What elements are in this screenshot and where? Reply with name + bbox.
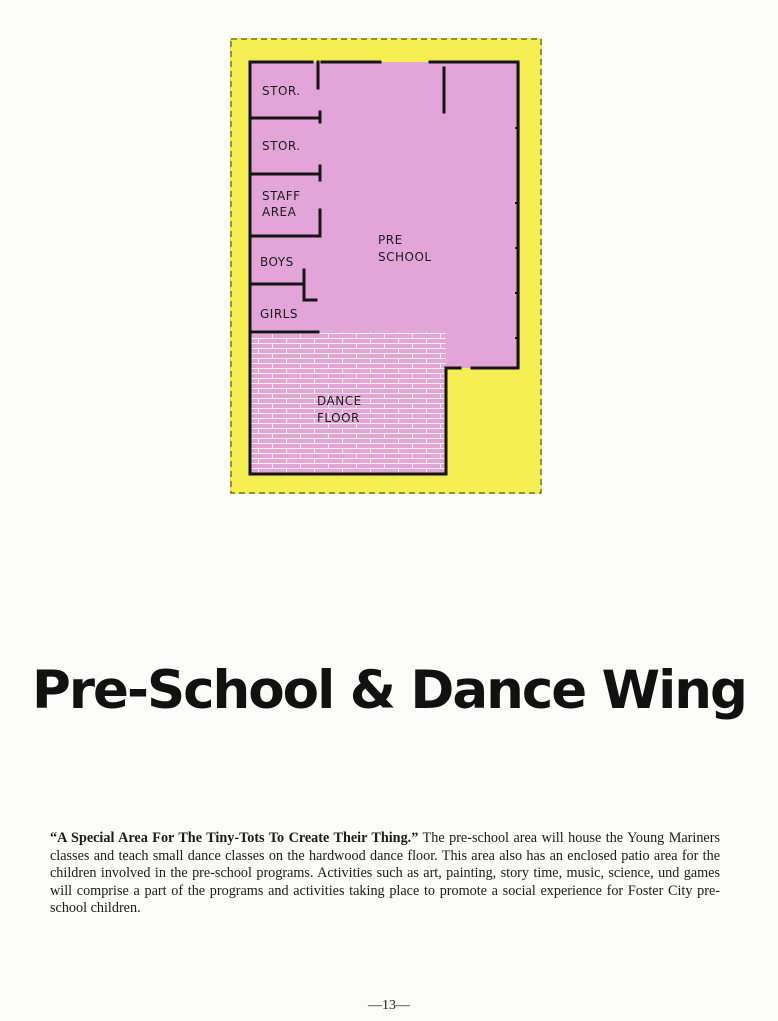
label-staff-line2: AREA <box>262 205 297 219</box>
body-lead: “A Special Area For The Tiny-Tots To Create Their Thing.” <box>50 830 419 846</box>
label-preschool-line2: SCHOOL <box>378 250 432 264</box>
page-number: —13— <box>368 998 410 1013</box>
page-title: Pre-School & Dance Wing <box>32 660 746 721</box>
label-boys: BOYS <box>260 255 294 269</box>
patio-cutout <box>446 368 520 474</box>
label-storage-1: STOR. <box>262 84 301 98</box>
label-storage-2: STOR. <box>262 139 301 153</box>
label-preschool-line1: PRE <box>378 233 403 247</box>
label-dance-line1: DANCE <box>317 394 362 408</box>
body-paragraph <box>50 830 720 918</box>
label-staff-line1: STAFF <box>262 189 301 203</box>
label-girls: GIRLS <box>260 307 298 321</box>
label-dance-line2: FLOOR <box>317 411 360 425</box>
floor-plan <box>230 38 542 494</box>
body-text: The pre-school area will house the Young Mariners classes and teach small dance classes on the hardwood dance floor. This area also has an enclosed patio area for the children involved in the pre-school programs. Activities such as art, painting, story time, music, science, und games will comprise a part of the programs and activities taking place to promote a social experience for Foster City pre-school children. <box>50 830 720 916</box>
